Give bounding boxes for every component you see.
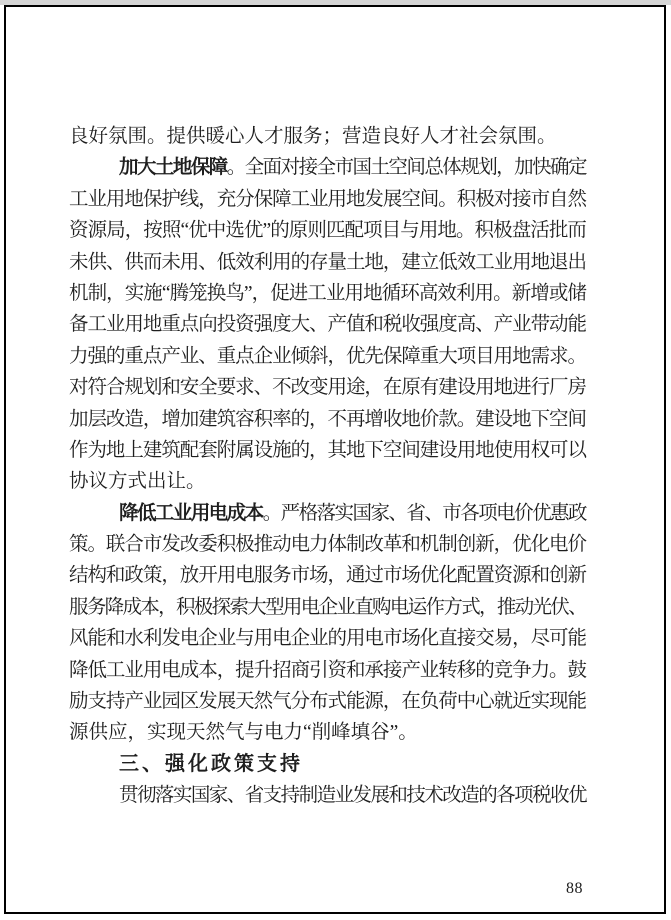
document-body <box>69 121 586 812</box>
line-content <box>69 184 586 215</box>
line-content <box>69 309 586 340</box>
text-segment: 降低工业用电成本，提升招商引资和承接产业转移的竞争力。鼓 <box>69 659 586 681</box>
text-segment: 对符合规划和安全要求、不改变用途，在原有建设用地进行厂房 <box>69 377 586 399</box>
text-line <box>69 184 586 215</box>
text-segment: 风能和水利发电企业与用电企业的用电市场化直接交易，尽可能 <box>69 628 586 650</box>
text-line <box>69 247 586 278</box>
line-content <box>69 435 586 466</box>
line-content <box>119 152 586 183</box>
line-content <box>69 717 418 748</box>
text-segment: 加层改造，增加建筑容积率的，不再增收地价款。建设地下空间 <box>69 408 586 430</box>
text-segment: 源供应，实现天然气与电力“削峰填谷”。 <box>69 722 418 744</box>
text-line <box>69 372 586 403</box>
line-content <box>69 215 586 246</box>
text-segment: 资源局，按照“优中选优”的原则匹配项目与用地。积极盘活批而 <box>69 220 586 242</box>
text-line <box>69 404 586 435</box>
line-content <box>69 372 586 403</box>
line-content <box>69 686 586 717</box>
text-line <box>69 278 586 309</box>
run-in-heading: 降低工业用电成本 <box>119 502 263 524</box>
text-line <box>69 466 586 497</box>
line-content <box>119 498 586 529</box>
text-line <box>69 686 586 717</box>
section-heading <box>69 749 586 780</box>
line-content <box>69 623 586 654</box>
text-segment: 服务降成本，积极探索大型用电企业直购电运作方式，推动光伏、 <box>69 596 586 618</box>
text-segment: 工业用地保护线，充分保障工业用地发展空间。积极对接市自然 <box>69 188 586 210</box>
line-content <box>69 592 586 623</box>
text-segment: 未供、供而未用、低效利用的存量土地，建立低效工业用地退出 <box>69 251 586 273</box>
text-line <box>69 309 586 340</box>
text-line <box>69 215 586 246</box>
line-content <box>69 560 586 591</box>
line-content <box>69 466 206 497</box>
run-in-heading: 加大土地保障 <box>119 157 227 179</box>
run-in-heading: 三、强化政策支持 <box>119 752 303 775</box>
text-line <box>69 623 586 654</box>
text-line <box>69 121 586 152</box>
text-segment: 贯彻落实国家、省支持制造业发展和技术改造的各项税收优 <box>119 785 586 807</box>
text-segment: 策。联合市发改委积极推动电力体制改革和机制创新，优化电价 <box>69 534 586 556</box>
text-segment: 结构和政策，放开用电服务市场，通过市场优化配置资源和创新 <box>69 565 586 587</box>
text-segment: 。全面对接全市国土空间总体规划，加快确定 <box>226 157 586 179</box>
text-segment: 励支持产业园区发展天然气分布式能源，在负荷中心就近实现能 <box>69 691 586 713</box>
line-content <box>69 121 557 152</box>
text-line <box>69 498 586 529</box>
text-line <box>69 560 586 591</box>
page-number: 88 <box>566 880 583 897</box>
line-content <box>69 404 586 435</box>
text-segment: 良好氛围。提供暖心人才服务；营造良好人才社会氛围。 <box>69 126 557 147</box>
text-line <box>69 780 586 811</box>
text-line <box>69 592 586 623</box>
text-segment: 备工业用地重点向投资强度大、产值和税收强度高、产业带动能 <box>69 314 586 336</box>
text-line <box>69 717 586 748</box>
text-segment: 力强的重点产业、重点企业倾斜，优先保障重大项目用地需求。 <box>69 345 586 367</box>
line-content <box>69 341 586 372</box>
text-segment: 协议方式出让。 <box>69 471 206 493</box>
text-segment: 机制，实施“腾笼换鸟”，促进工业用地循环高效利用。新增或储 <box>69 282 586 304</box>
text-line <box>69 435 586 466</box>
text-line <box>69 529 586 560</box>
line-content <box>69 247 586 278</box>
line-content <box>69 278 586 309</box>
text-segment: 。严格落实国家、省、市各项电价优惠政 <box>262 502 586 524</box>
text-line <box>69 152 586 183</box>
line-content <box>69 529 586 560</box>
text-line <box>69 655 586 686</box>
line-content <box>119 749 303 780</box>
text-segment: 作为地上建筑配套附属设施的，其地下空间建设用地使用权可以 <box>69 439 586 461</box>
text-line <box>69 341 586 372</box>
line-content <box>119 780 586 811</box>
line-content <box>69 655 586 686</box>
